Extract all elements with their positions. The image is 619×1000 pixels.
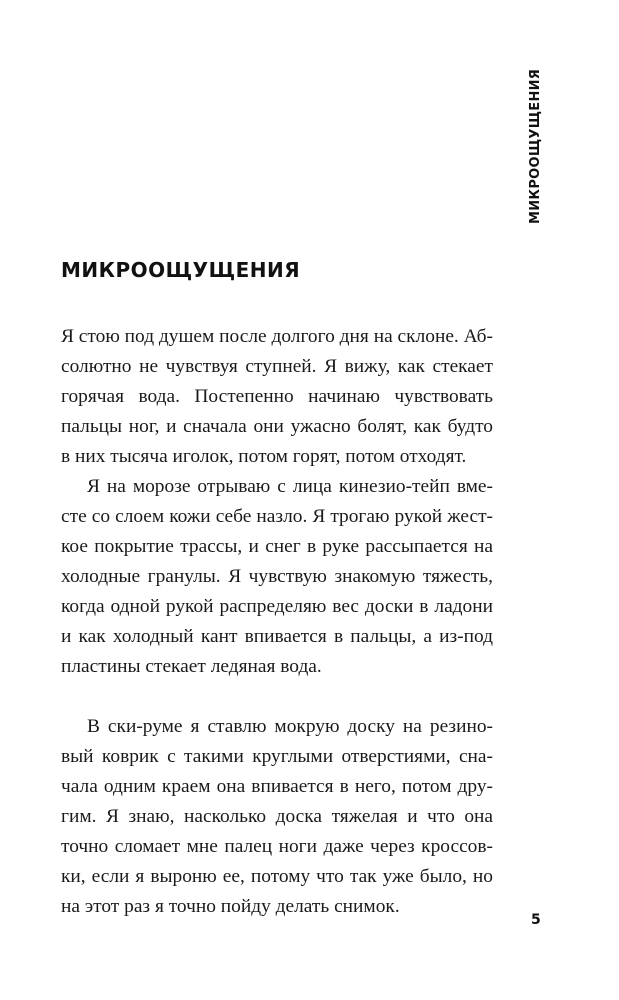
paragraph-1 (61, 322, 493, 472)
page-number: 5 (531, 912, 541, 928)
chapter-title: МИКРООЩУЩЕНИЯ (61, 258, 301, 282)
text-line: на этот раз я точно пойду делать снимок. (61, 896, 400, 917)
paragraph-3 (61, 712, 493, 922)
text-line: в них тысяча иголок, потом горят, потом отходят. (61, 446, 467, 467)
text-line: горячая вода. Постепенно начинаю чувствовать (61, 386, 493, 407)
text-line: солютно не чувствуя ступней. Я вижу, как стекает (61, 356, 493, 377)
text-line: пальцы ног, и сначала они ужасно болят, как будто (61, 416, 493, 437)
text-line: точно сломает мне палец ноги даже через кроссов- (61, 836, 493, 857)
text-line: кое покрытие трассы, и снег в руке рассыпается на (61, 536, 493, 557)
text-line: и как холодный кант впивается в пальцы, а из-под (61, 626, 493, 647)
paragraph-2 (61, 472, 493, 682)
text-line: ки, если я выроню ее, потому что так уже было, но (61, 866, 493, 887)
text-line: вый коврик с такими круглыми отверстиями, сна- (61, 746, 493, 767)
text-line: Я на морозе отрываю с лица кинезио-тейп вме- (87, 476, 493, 497)
text-line: пластины стекает ледяная вода. (61, 656, 322, 677)
text-line: гим. Я знаю, насколько доска тяжелая и что она (61, 806, 493, 827)
text-line: Я стою под душем после долгого дня на склоне. Аб- (61, 326, 493, 347)
text-line: В ски-руме я ставлю мокрую доску на резино- (87, 716, 493, 737)
text-line: когда одной рукой распределяю вес доски в ладони (61, 596, 493, 617)
text-line: чала одним краем она впивается в него, потом дру- (61, 776, 493, 797)
text-line: холодные гранулы. Я чувствую знакомую тяжесть, (61, 566, 493, 587)
text-line: сте со слоем кожи себе назло. Я трогаю рукой жест- (61, 506, 493, 527)
running-head: МИКРООЩУЩЕНИЯ (528, 68, 543, 224)
